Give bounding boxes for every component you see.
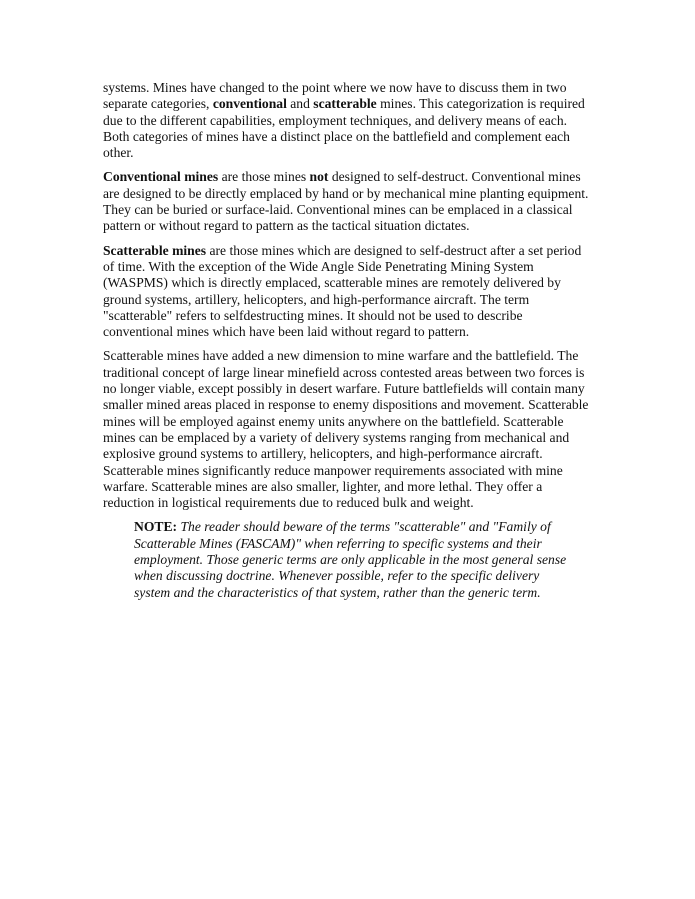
text-segment: mines. This categorization is required due to the different capabilities, employment techniques, and delivery means of each. Both categories of mines have a distinct place on the battlefield and complement each other. <box>103 96 585 161</box>
term-conventional: conventional <box>212 96 287 112</box>
document-body <box>103 80 589 609</box>
paragraph-mine-categories <box>103 80 589 161</box>
paragraph-conventional-mines <box>103 169 589 234</box>
text-segment: are those mines <box>218 169 310 185</box>
paragraph-new-dimension <box>103 348 589 511</box>
term-scatterable: scatterable <box>313 96 377 112</box>
text-segment: designed to self-destruct. Conventional mines are designed to be directly emplaced by hand or by mechanical mine planting equipment. They can be buried or surface-laid. Conventional mines can be emplaced in a classical pattern or without regard to pattern as the tactical situation dictates. <box>103 169 589 234</box>
note-block <box>134 519 569 600</box>
text-segment: systems. Mines have changed to the point where we now have to discuss them in two separate categories, <box>103 80 567 112</box>
emphasis-not: not <box>309 169 329 185</box>
text-segment: are those mines which are designed to self-destruct after a set period of time. With the exception of the Wide Angle Side Penetrating Mining System (WASPMS) which is directly emplaced, scatterable mines are remotely delivered by ground systems, artillery, helicopters, and high-performance aircraft. The term "scatterable" refers to selfdestructing mines. It should not be used to describe conventional mines which have been laid without regard to pattern. <box>103 242 582 340</box>
heading-scatterable-mines: Scatterable mines <box>103 242 207 258</box>
text-segment: and <box>286 96 314 112</box>
text-segment: Scatterable mines have added a new dimension to mine warfare and the battlefield. The traditional concept of large linear minefield across contested areas between two forces is no longer viable, except possibly in desert warfare. Future battlefields will contain many smaller mined areas placed in response to enemy dispositions and movement. Scatterable mines will be employed against enemy units anywhere on the battlefield. Scatterable mines can be emplaced by a variety of delivery systems ranging from mechanical and explosive ground systems to artillery, helicopters, and high-performance aircraft. Scatterable mines significantly reduce manpower requirements associated with mine warfare. Scatterable mines are also smaller, lighter, and more lethal. They offer a reduction in logistical requirements due to reduced bulk and weight. <box>103 348 589 511</box>
note-label: NOTE: <box>134 519 178 535</box>
heading-conventional-mines: Conventional mines <box>103 169 219 185</box>
note-text: The reader should beware of the terms "scatterable" and "Family of Scatterable Mines (FASCAM)" when referring to specific systems and their employment. Those generic terms are only applicable in the most general sense when discussing doctrine. Whenever possible, refer to the specific delivery system and the characteristics of that system, rather than the generic term. <box>134 519 567 600</box>
paragraph-scatterable-mines <box>103 243 589 341</box>
